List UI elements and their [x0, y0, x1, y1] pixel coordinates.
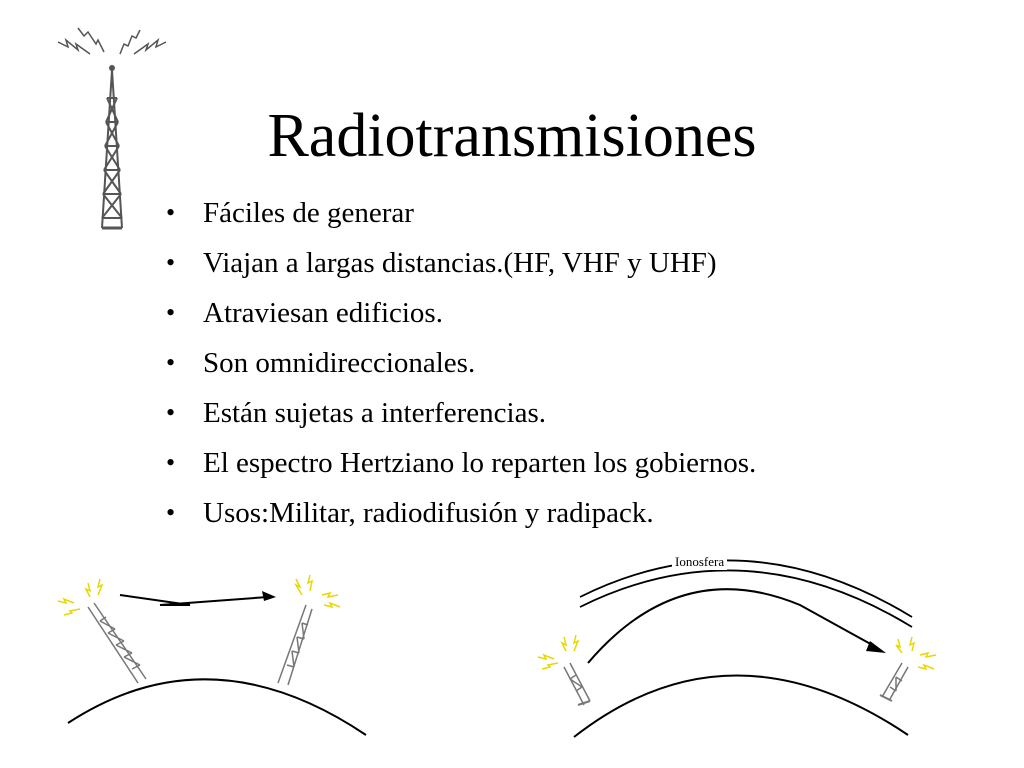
list-item [166, 388, 756, 438]
tower-icon-right [278, 605, 312, 685]
page-title: Radiotransmisiones [267, 102, 757, 170]
earth-curve [574, 675, 908, 737]
list-item [166, 338, 756, 388]
signal-rays-left [58, 579, 102, 615]
signal-rays-left [538, 635, 578, 669]
line-of-sight-diagram [40, 565, 380, 740]
ionosphere-reflection-diagram [530, 545, 980, 740]
tower-icon-left [88, 603, 146, 683]
tower-icon-left [564, 663, 590, 705]
list-item [166, 488, 756, 538]
ionosphere-label: Ionosfera [672, 554, 727, 570]
bullet-icon: • [166, 298, 176, 327]
bullet-text: Están sujetas a interferencias. [203, 397, 547, 429]
bullet-icon: • [166, 198, 176, 227]
bullet-icon: • [166, 498, 176, 527]
sky-wave-path [588, 589, 876, 663]
bullet-icon: • [166, 348, 176, 377]
list-item [166, 288, 756, 338]
tower-icon-right [880, 663, 908, 701]
bullet-icon: • [166, 398, 176, 427]
list-item [166, 188, 756, 238]
bullet-text: Fáciles de generar [203, 197, 414, 229]
earth-curve [68, 679, 366, 735]
bullet-text: Usos:Militar, radiodifusión y radipack. [203, 497, 654, 529]
ionosphere-layer-upper [580, 560, 912, 617]
lightning-bolt-arrow-icon [120, 595, 268, 605]
bullet-text: El espectro Hertziano lo reparten los gobiernos. [203, 447, 757, 479]
bullet-text: Viajan a largas distancias.(HF, VHF y UHF) [203, 247, 717, 279]
ionosphere-layer-lower [580, 570, 912, 627]
bullet-icon: • [166, 248, 176, 277]
signal-rays-right [296, 575, 340, 607]
bullet-text: Son omnidireccionales. [203, 347, 476, 379]
bullet-icon: • [166, 448, 176, 477]
bullet-text: Atraviesan edificios. [203, 297, 443, 329]
bullet-list [166, 188, 756, 538]
list-item [166, 238, 756, 288]
list-item [166, 438, 756, 488]
